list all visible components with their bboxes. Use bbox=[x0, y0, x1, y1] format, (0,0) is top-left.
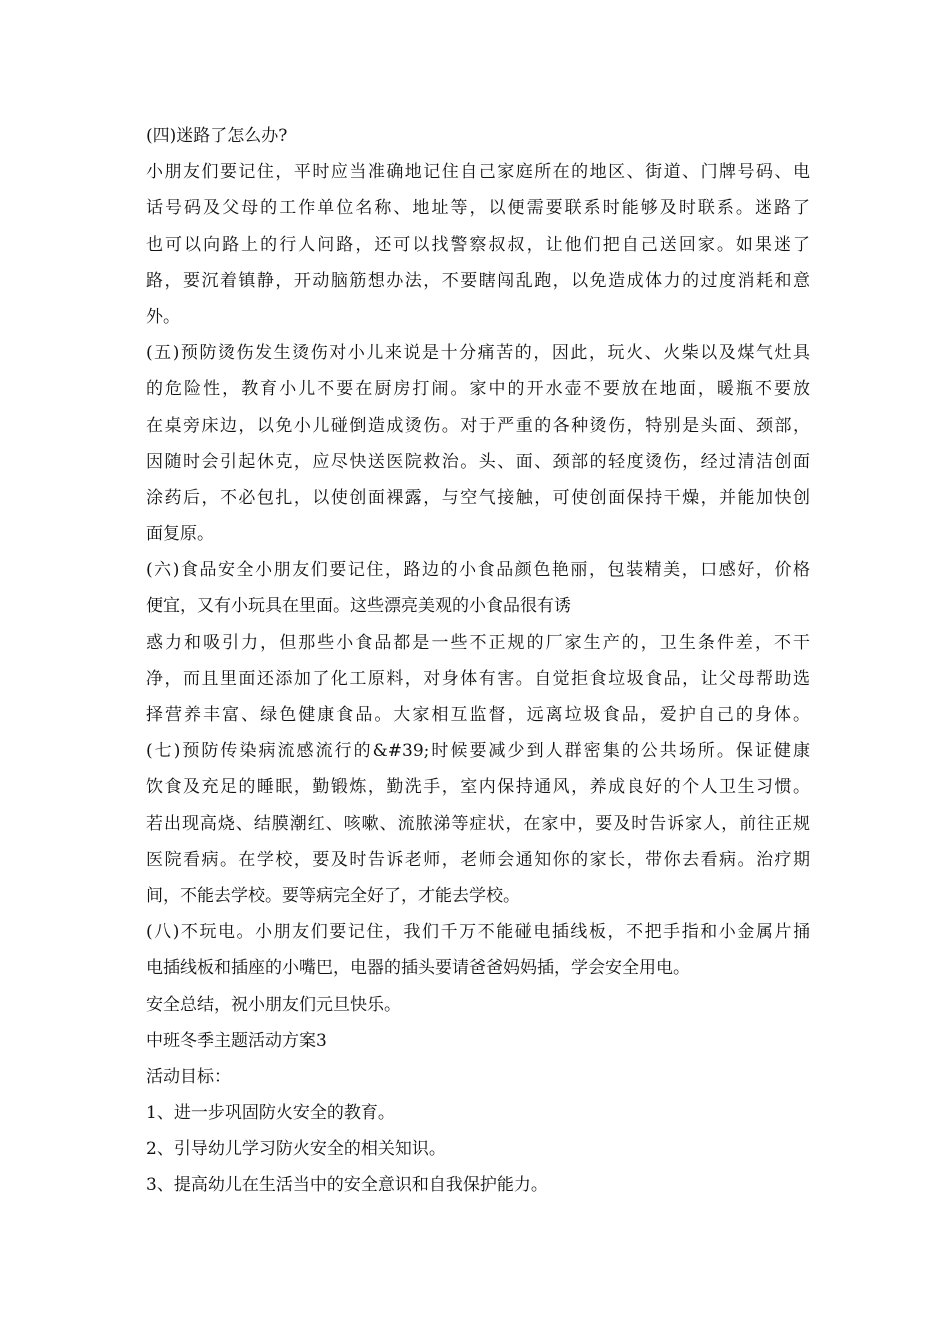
document-body bbox=[146, 118, 810, 1204]
paragraph-line: 外。 bbox=[146, 306, 180, 327]
paragraph-line: 医院看病。在学校，要及时告诉老师，老师会通知你的家长，带你去看病。治疗期 bbox=[146, 849, 810, 870]
heading-lost: (四)迷路了怎么办? bbox=[146, 126, 288, 146]
paragraph-line: 涂药后，不必包扎，以使创面裸露，与空气接触，可使创面保持干燥，并能加快创 bbox=[146, 487, 810, 508]
paragraph-line: 话号码及父母的工作单位名称、地址等，以便需要联系时能够及时联系。迷路了 bbox=[146, 198, 810, 219]
paragraph-line: 择营养丰富、绿色健康食品。大家相互监督，远离垃圾食品，爱护自己的身体。 bbox=[146, 705, 810, 725]
paragraph-line: 若出现高烧、结膜潮红、咳嗽、流脓涕等症状，在家中，要及时告诉家人，前往正规 bbox=[146, 813, 810, 834]
paragraph-line: 净，而且里面还添加了化工原料，对身体有害。自觉拒食垃圾食品，让父母帮助选 bbox=[146, 668, 810, 689]
list-item: 3、提高幼儿在生活当中的安全意识和自我保护能力。 bbox=[146, 1175, 548, 1196]
paragraph-line: 便宜，又有小玩具在里面。这些漂亮美观的小食品很有诱 bbox=[146, 596, 571, 617]
paragraph-line: (八)不玩电。小朋友们要记住，我们千万不能碰电插线板，不把手指和小金属片捅 bbox=[146, 922, 810, 943]
paragraph-line: 电插线板和插座的小嘴巴，电器的插头要请爸爸妈妈插，学会安全用电。 bbox=[146, 958, 690, 979]
paragraph-line: 的危险性，教育小儿不要在厨房打闹。家中的开水壶不要放在地面，暖瓶不要放 bbox=[146, 379, 810, 400]
paragraph-line: 间，不能去学校。要等病完全好了，才能去学校。 bbox=[146, 885, 520, 906]
paragraph-line: 也可以向路上的行人问路，还可以找警察叔叔，让他们把自己送回家。如果迷了 bbox=[146, 234, 810, 255]
paragraph-line: 安全总结，祝小朋友们元旦快乐。 bbox=[146, 994, 401, 1015]
subheading-goals: 活动目标： bbox=[146, 1066, 231, 1087]
section-title: 中班冬季主题活动方案3 bbox=[146, 1030, 327, 1051]
paragraph-line: 惑力和吸引力，但那些小食品都是一些不正规的厂家生产的，卫生条件差，不干 bbox=[146, 632, 810, 653]
paragraph-line: 饮食及充足的睡眠，勤锻炼，勤洗手，室内保持通风，养成良好的个人卫生习惯。 bbox=[146, 777, 810, 798]
list-item: 1、进一步巩固防火安全的教育。 bbox=[146, 1103, 395, 1124]
paragraph-line: 因随时会引起休克，应尽快送医院救治。头、面、颈部的轻度烫伤，经过清洁创面 bbox=[146, 451, 810, 472]
paragraph-line: (六)食品安全小朋友们要记住，路边的小食品颜色艳丽，包装精美，口感好，价格 bbox=[146, 560, 810, 581]
paragraph-line: 在桌旁床边，以免小儿碰倒造成烫伤。对于严重的各种烫伤，特别是头面、颈部， bbox=[146, 415, 810, 436]
paragraph-line: 路，要沉着镇静，开动脑筋想办法，不要瞎闯乱跑，以免造成体力的过度消耗和意 bbox=[146, 270, 810, 291]
list-item: 2、引导幼儿学习防火安全的相关知识。 bbox=[146, 1139, 446, 1160]
paragraph-line: 小朋友们要记住，平时应当准确地记住自己家庭所在的地区、街道、门牌号码、电 bbox=[146, 162, 810, 183]
paragraph-line: (五)预防烫伤发生烫伤对小儿来说是十分痛苦的，因此，玩火、火柴以及煤气灶具 bbox=[146, 343, 810, 364]
paragraph-line: (七)预防传染病流感流行的&#39;时候要减少到人群密集的公共场所。保证健康 bbox=[146, 741, 810, 762]
paragraph-line: 面复原。 bbox=[146, 524, 214, 545]
